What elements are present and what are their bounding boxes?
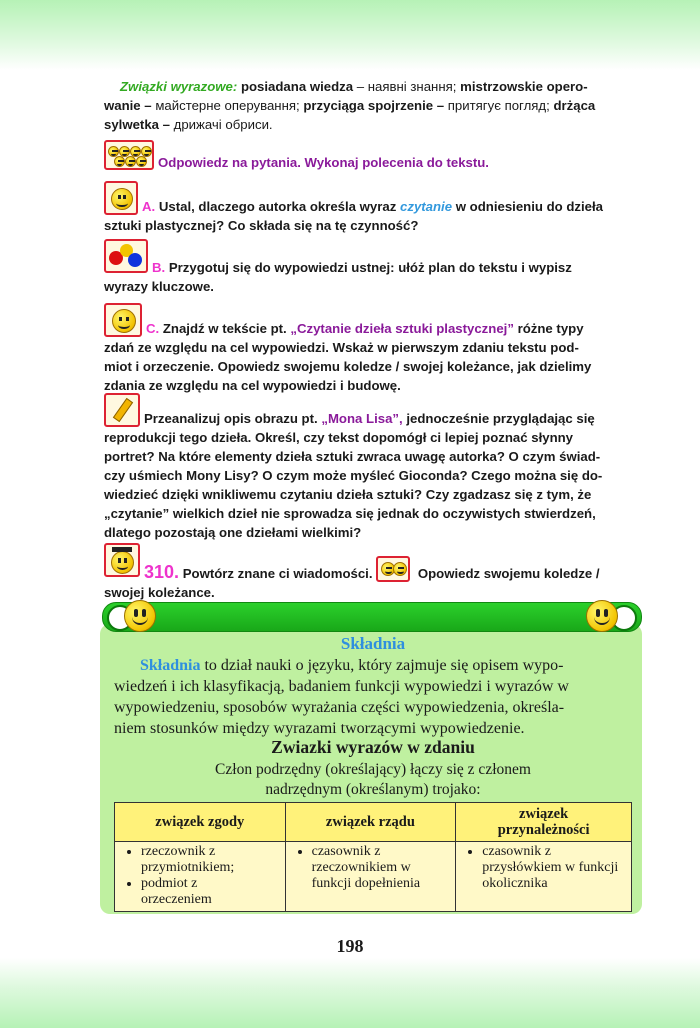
top-gradient-band <box>0 0 700 70</box>
list-item: • czasownik z rzeczownikiem w funkcji dopełnienia <box>312 844 452 892</box>
intro-text: nadrzędnym (określanym) trojako: <box>265 781 481 798</box>
group-smileys-icon <box>104 140 154 170</box>
phrase: sylwetka – <box>104 117 170 132</box>
task-letter: A. <box>142 199 156 214</box>
highlighted-word: czytanie <box>400 199 453 214</box>
task-text: „czytanie” wielkich dzieł nie sprowadza się jednak do oczywistych stwierdzeń, <box>104 506 596 521</box>
task-text: w odniesieniu do dzieła <box>455 199 604 214</box>
text-title: „Mona Lisa”, <box>321 411 403 426</box>
table-header: związek zgody <box>115 803 286 842</box>
vocabulary-heading: Związki wyrazowe: <box>120 79 238 94</box>
task-text: zdań ze względu na cel wypowiedzi. Wskaż w pierwszym zdaniu tekstu pod- <box>104 340 579 355</box>
definition-text: niem stosunków między wyrazami tworzącymi wypowiedzenie. <box>114 720 525 737</box>
main-task-text: Odpowiedz na pytania. Wykonaj polecenia do tekstu. <box>158 155 489 170</box>
winking-smiley-icon <box>104 303 142 337</box>
intro-text: Człon podrzędny (określający) łączy się z członem <box>215 761 531 778</box>
table-header-text: związek przynależności <box>497 806 590 838</box>
listening-smiley-icon <box>104 181 138 215</box>
translation: дрижачі обриси. <box>173 117 273 132</box>
syntax-definition <box>114 655 638 739</box>
task-a <box>104 181 644 235</box>
text-title: „Czytanie dzieła sztuki plastycznej” <box>290 321 514 336</box>
table-header: związek rządu <box>285 803 456 842</box>
talking-smileys-icon <box>376 556 410 582</box>
table-header <box>456 803 632 842</box>
table-cell <box>115 842 286 912</box>
definition-text: wiedzeń i ich klasyfikacją, badaniem funkcji wypowiedzi i wyrazów w <box>114 678 569 695</box>
task-text: dlatego pozostają one dziełami wielkimi? <box>104 525 362 540</box>
translation: притягує погляд; <box>447 98 550 113</box>
colored-balls-icon <box>104 239 148 273</box>
phrase: mistrzowskie opero- <box>460 79 588 94</box>
bottom-gradient-band <box>0 958 700 1028</box>
task-text: Przeanalizuj opis obrazu pt. <box>144 411 318 426</box>
section-subtitle: Zwiazki wyrazów w zdaniu <box>271 737 475 757</box>
defined-term: Składnia <box>140 657 201 674</box>
table-cell <box>285 842 456 912</box>
list-item: • rzeczownik z przymiotnikiem; <box>141 844 281 876</box>
task-text: zdania ze względu na cel wypowiedzi i budowę. <box>104 378 401 393</box>
definition-text: wypowiedzeniu, sposobów wyrażania części wypowiedzenia, określa- <box>114 699 565 716</box>
task-text: miot i orzeczenie. Opowiedz swojemu koledze / swojej koleżance, jak dzielimy <box>104 359 592 374</box>
smiley-icon <box>586 600 618 632</box>
phrase: wanie – <box>104 98 152 113</box>
panel-title: Składnia <box>340 634 406 653</box>
phrase: przyciąga spojrzenie – <box>303 98 445 113</box>
task-c <box>104 303 644 395</box>
task-text: portret? Na które elementy dzieła sztuki zwraca uwagę autorka? O czym świad- <box>104 449 601 464</box>
task-letter: C. <box>146 321 160 336</box>
task-d <box>104 393 644 542</box>
relations-table <box>114 802 632 912</box>
graduate-smiley-icon <box>104 543 140 577</box>
pencil-icon <box>104 393 140 427</box>
table-cell <box>456 842 632 912</box>
exercise-number: 310. <box>144 562 180 582</box>
page-number: 198 <box>336 936 364 956</box>
vocabulary-block <box>104 77 644 134</box>
task-b <box>104 239 644 296</box>
section-intro <box>114 760 632 800</box>
task-text: Przygotuj się do wypowiedzi ustnej: ułóż plan do tekstu i wypisz <box>168 260 572 275</box>
list-item: • podmiot z orzeczeniem <box>141 876 281 908</box>
definition-text: to dział nauki o języku, który zajmuje się opisem wypo- <box>204 657 564 674</box>
task-text: Znajdź w tekście pt. <box>162 321 287 336</box>
phrase: drżąca <box>553 98 596 113</box>
translation: майстерне оперування; <box>155 98 300 113</box>
task-text: jednocześnie przyglądając się <box>406 411 595 426</box>
main-task <box>104 140 644 186</box>
task-text: sztuki plastycznej? Co składa się na tę czynność? <box>104 218 419 233</box>
task-text: różne typy <box>517 321 584 336</box>
task-text: wiedzieć dzięki wnikliwemu czytaniu dzieła sztuki? Czy zgadzasz się z tym, że <box>104 487 592 502</box>
task-text: swojej koleżance. <box>104 585 215 600</box>
exercise-310 <box>104 543 644 602</box>
list-item: • czasownik z przysłówkiem w funkcji okolicznika <box>482 844 627 892</box>
task-text: Opowiedz swojemu koledze / <box>417 566 600 581</box>
task-text: reprodukcji tego dzieła. Określ, czy tekst dopomógł ci lepiej poznać słynny <box>104 430 574 445</box>
phrase: posiadana wiedza <box>240 79 354 94</box>
panel-scroll-header <box>102 602 642 632</box>
task-text: wyrazy kluczowe. <box>104 279 214 294</box>
task-letter: B. <box>152 260 166 275</box>
translation: – наявні знання; <box>356 79 457 94</box>
task-text: Powtórz znane ci wiadomości. <box>182 566 373 581</box>
task-text: Ustal, dlaczego autorka określa wyraz <box>158 199 397 214</box>
smiley-icon <box>124 600 156 632</box>
task-text: czy uśmiech Mony Lisy? O czym może myśleć Gioconda? Czego można się do- <box>104 468 603 483</box>
